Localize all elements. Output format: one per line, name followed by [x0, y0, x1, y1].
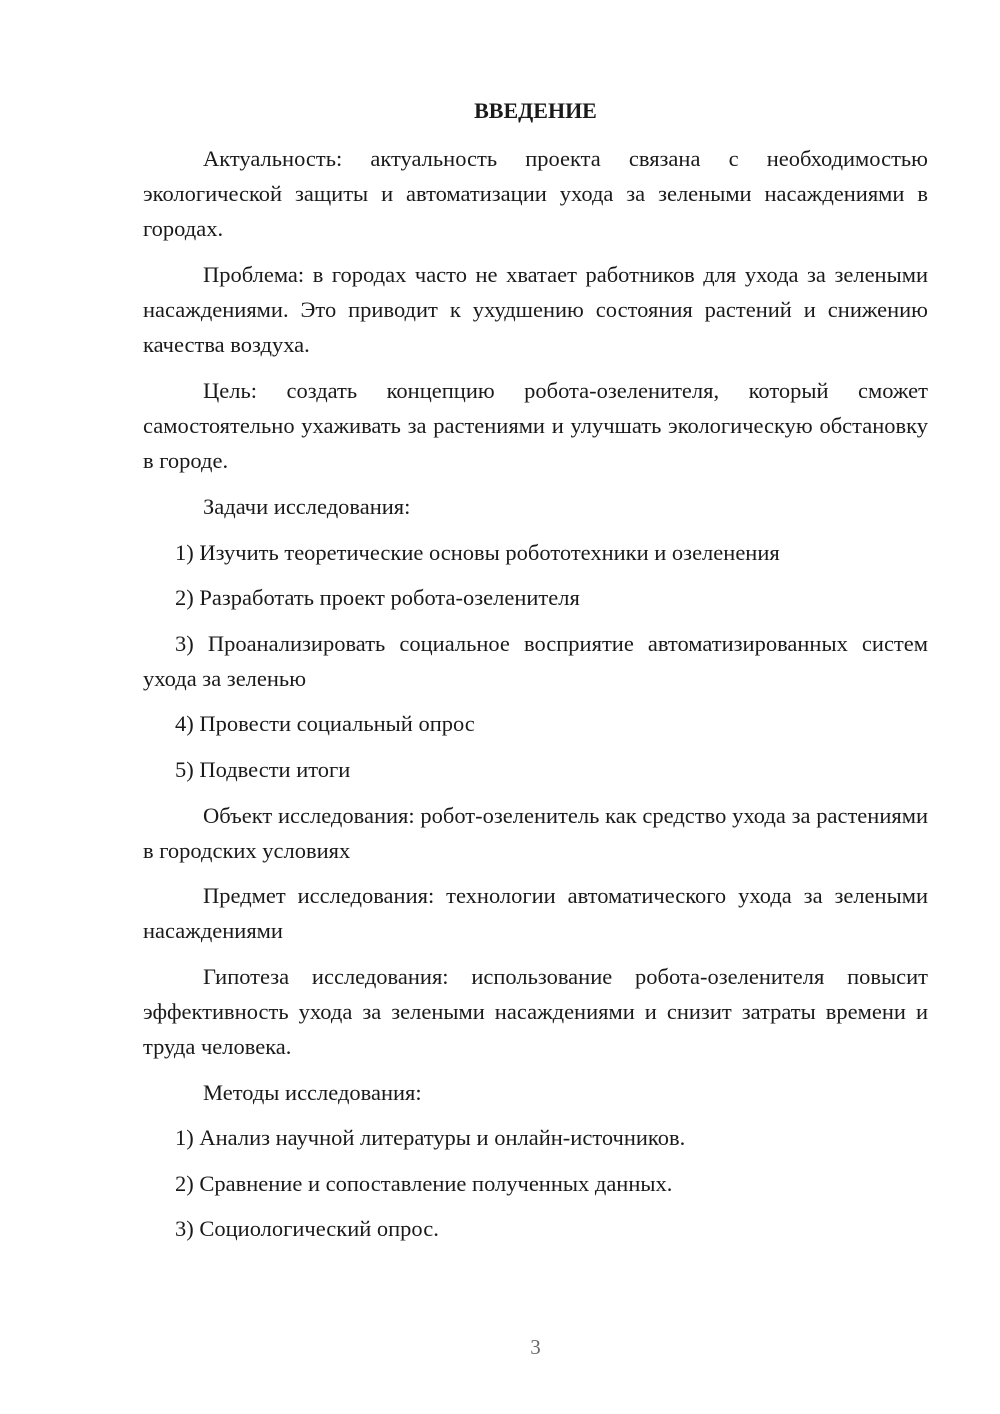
method-item: 2) Сравнение и сопоставление полученных данных. [175, 1171, 673, 1196]
task-item: 4) Провести социальный опрос [175, 711, 475, 736]
task-item: 5) Подвести итоги [175, 757, 351, 782]
task-item: 1) Изучить теоретические основы робототехники и озеленения [175, 540, 780, 565]
hypothesis-paragraph: Гипотеза исследования: использование робота-озеленителя повысит эффективность ухода за зелеными насаждениями и снизит затраты времени и труда человека. [143, 964, 928, 1059]
task-item: 2) Разработать проект робота-озеленителя [175, 585, 580, 610]
method-item: 3) Социологический опрос. [175, 1216, 439, 1241]
task-item: 3) Проанализировать социальное восприятие автоматизированных систем ухода за зеленью [143, 631, 928, 691]
section-title: ВВЕДЕНИЕ [474, 98, 597, 123]
page-number: 3 [530, 1335, 541, 1359]
goal-paragraph: Цель: создать концепцию робота-озеленителя, который сможет самостоятельно ухаживать за растениями и улучшать экологическую обстановку в городе. [143, 378, 928, 473]
tasks-heading: Задачи исследования: [203, 494, 411, 519]
document-page [143, 0, 928, 1414]
relevance-paragraph: Актуальность: актуальность проекта связана с необходимостью экологической защиты и автоматизации ухода за зелеными насаждениями в городах. [143, 146, 928, 241]
subject-paragraph: Предмет исследования: технологии автоматического ухода за зелеными насаждениями [143, 883, 928, 943]
object-paragraph: Объект исследования: робот-озеленитель как средство ухода за растениями в городских условиях [143, 803, 928, 863]
method-item: 1) Анализ научной литературы и онлайн-источников. [175, 1125, 686, 1150]
problem-paragraph: Проблема: в городах часто не хватает работников для ухода за зелеными насаждениями. Это приводит к ухудшению состояния растений и снижению качества воздуха. [143, 262, 928, 357]
methods-heading: Методы исследования: [203, 1080, 422, 1105]
